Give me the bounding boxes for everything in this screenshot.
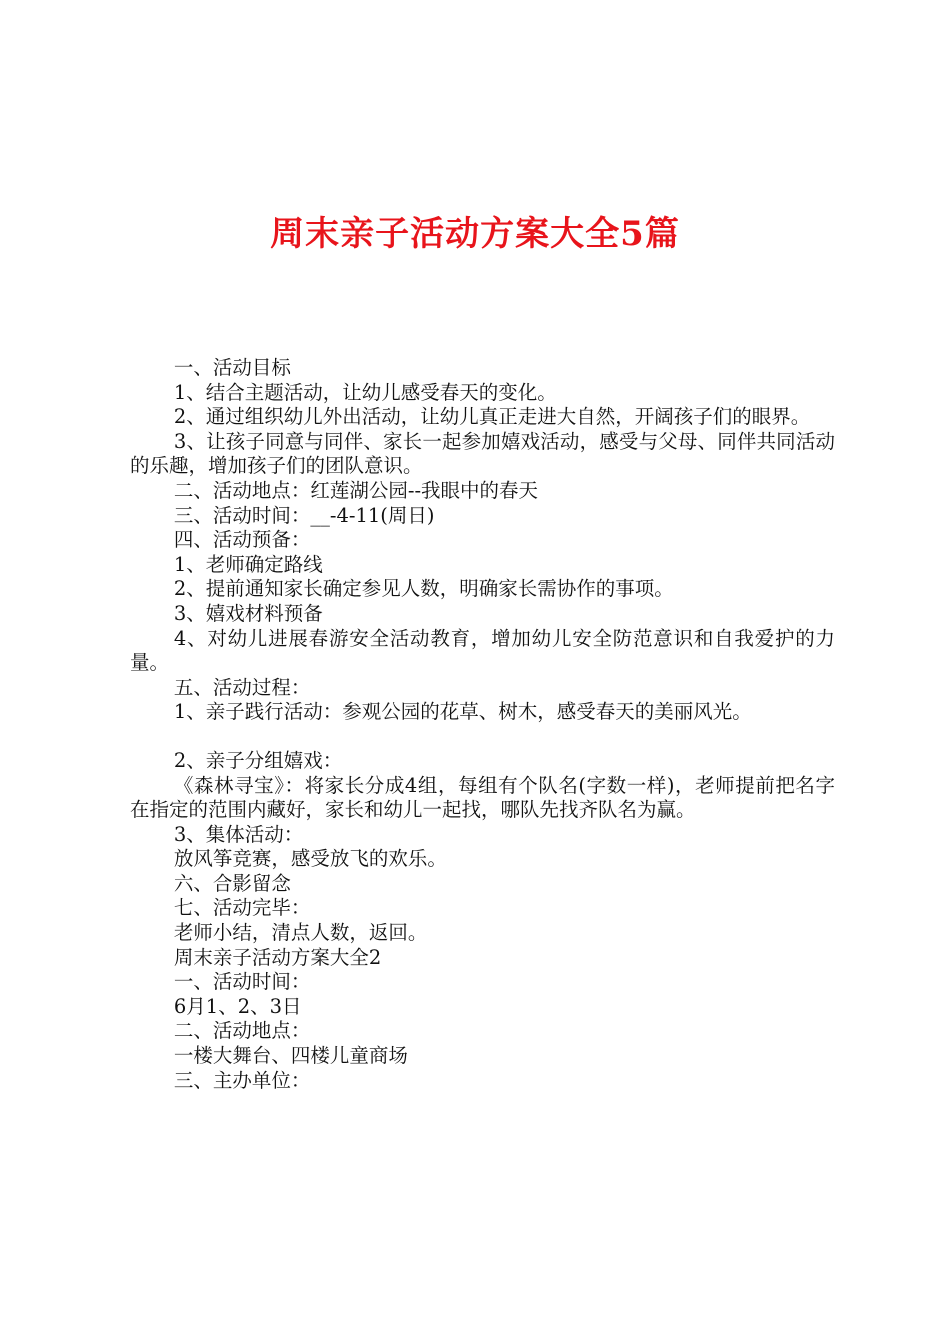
paragraph: 1、结合主题活动，让幼儿感受春天的变化。 — [173, 380, 557, 404]
section-heading: 周末亲子活动方案大全2 — [173, 945, 382, 969]
paragraph: 三、主办单位： — [173, 1068, 311, 1092]
paragraph: 七、活动完毕： — [173, 896, 311, 920]
paragraph: 2、通过组织幼儿外出活动，让幼儿真正走进大自然，开阔孩子们的眼界。 — [173, 405, 811, 429]
document-title: 周末亲子活动方案大全5篇 — [270, 214, 680, 254]
paragraph: 2、提前通知家长确定参见人数，明确家长需协作的事项。 — [173, 577, 674, 601]
paragraph: 3、嬉戏材料预备 — [173, 601, 323, 625]
paragraph: 6月1、2、3日 — [173, 994, 302, 1018]
paragraph: 2、亲子分组嬉戏： — [173, 748, 343, 772]
paragraph: 1、亲子践行活动：参观公园的花草、树木，感受春天的美丽风光。 — [173, 700, 752, 724]
paragraph: 五、活动过程： — [173, 675, 311, 699]
paragraph: 六、合影留念 — [173, 871, 291, 895]
paragraph: 一、活动目标 — [173, 356, 291, 379]
paragraph: 放风筝竞赛，感受放飞的欢乐。 — [173, 847, 447, 871]
paragraph: 《森林寻宝》：将家长分成4组，每组有个队名(字数一样)，老师提前把名字在指定的范围内藏好，家长和幼儿一起找，哪队先找齐队名为赢。 — [130, 773, 835, 822]
paragraph: 老师小结，清点人数，返回。 — [173, 921, 428, 945]
paragraph: 一、活动时间： — [173, 970, 311, 994]
paragraph: 一楼大舞台、四楼儿童商场 — [173, 1044, 408, 1068]
paragraph: 三、活动时间：__-4-11(周日) — [173, 503, 435, 527]
paragraph: 3、让孩子同意与同伴、家长一起参加嬉戏活动，感受与父母、同伴共同活动的乐趣，增加孩子们的团队意识。 — [130, 429, 835, 478]
document-body — [130, 356, 835, 1093]
paragraph: 1、老师确定路线 — [173, 552, 323, 576]
paragraph: 二、活动地点： — [173, 1019, 311, 1043]
paragraph: 4、对幼儿进展春游安全活动教育，增加幼儿安全防范意识和自我爱护的力量。 — [130, 626, 835, 675]
paragraph: 二、活动地点：红莲湖公园--我眼中的春天 — [173, 478, 539, 502]
paragraph: 3、集体活动： — [173, 822, 304, 846]
paragraph: 四、活动预备： — [173, 528, 311, 552]
